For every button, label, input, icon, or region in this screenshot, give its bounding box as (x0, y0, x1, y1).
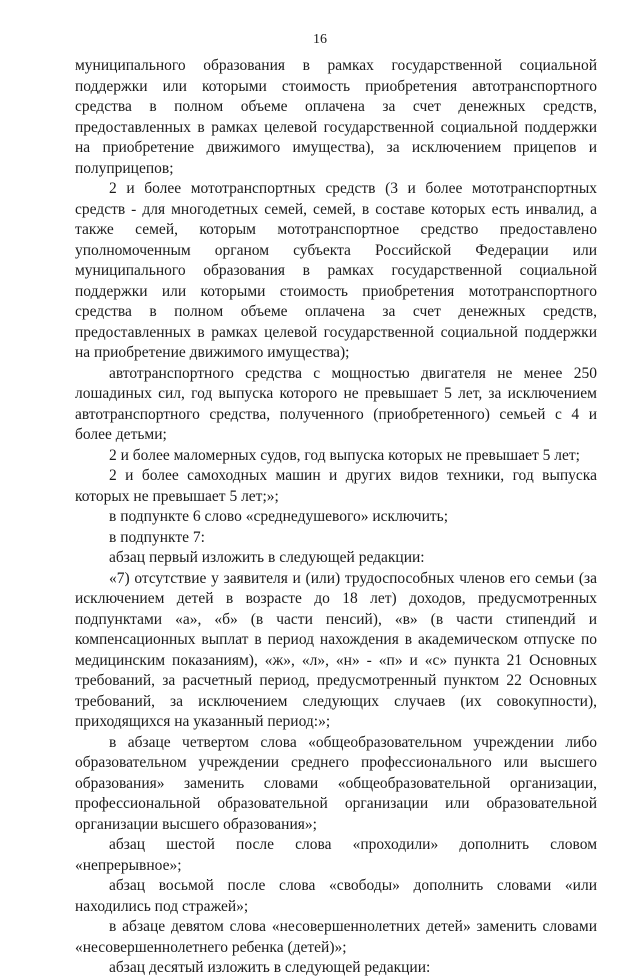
paragraph: абзац восьмой после слова «свободы» дополнить словами «или находились под стражей»; (75, 877, 597, 915)
paragraph: «7) отсутствие у заявителя и (или) трудоспособных членов его семьи (за исключением детей в возрасте до 18 лет) доходов, предусмотренных подпунктами «а», «б» (в части пенсий), «в» (в части стипендий и компенсационных выплат в период нахождения в академическом отпуске по медицинским показаниям), «ж», «л», «н» - «п» и «с» пункта 21 Основных требований, за расчетный период, предусмотренный пунктом 22 Основных требований, за исключением следующих случаев (их совокупности), приходящихся на указанный период:»; (75, 569, 597, 730)
paragraph: автотранспортного средства с мощностью двигателя не менее 250 лошадиных сил, год выпуска которого не превышает 5 лет, за исключением автотранспортного средства, полученного (приобретенного) семьей с 4 и более детьми; (75, 364, 597, 443)
paragraph: 2 и более маломерных судов, год выпуска которых не превышает 5 лет; (109, 446, 580, 464)
paragraph: 2 и более самоходных машин и других видов техники, год выпуска которых не превышает 5 лет;»; (75, 467, 597, 505)
document-body (75, 56, 597, 979)
paragraph: в подпункте 7: (109, 528, 205, 546)
paragraph: в абзаце девятом слова «несовершеннолетних детей» заменить словами «несовершеннолетнего ребенка (детей)»; (75, 918, 597, 956)
paragraph: абзац десятый изложить в следующей редакции: (109, 959, 431, 976)
paragraph: 2 и более мототранспортных средств (3 и более мототранспортных средств - для многодетных семей, семей, в составе которых есть инвалид, а также семей, которым мототранспортное средство предоставлено уполномоченным органом субъекта Российской Федерации или муниципального образования в рамках государственной социальной поддержки или которыми стоимость приобретения мототранспортного средства в полном объеме оплачена за счет денежных средств, предоставленных в рамках целевой государственной социальной поддержки на приобретение движимого имущества); (75, 180, 597, 361)
paragraph: в абзаце четвертом слова «общеобразовательном учреждении либо образовательном учреждении среднего профессионального или высшего образования» заменить словами «общеобразовательной организации, профессиональной образовательной организации или образовательной организации высшего образования»; (75, 733, 597, 833)
paragraph: абзац шестой после слова «проходили» дополнить словом «непрерывное»; (75, 836, 597, 874)
paragraph: муниципального образования в рамках государственной социальной поддержки или которыми стоимость приобретения автотранспортного средства в полном объеме оплачена за счет денежных средств, предоставленных в рамках целевой государственной социальной поддержки на приобретение движимого имущества), за исключением прицепов и полуприцепов; (75, 57, 597, 177)
paragraph: абзац первый изложить в следующей редакции: (109, 549, 425, 566)
paragraph: в подпункте 6 слово «среднедушевого» исключить; (109, 508, 449, 525)
page-number: 16 (313, 32, 327, 47)
